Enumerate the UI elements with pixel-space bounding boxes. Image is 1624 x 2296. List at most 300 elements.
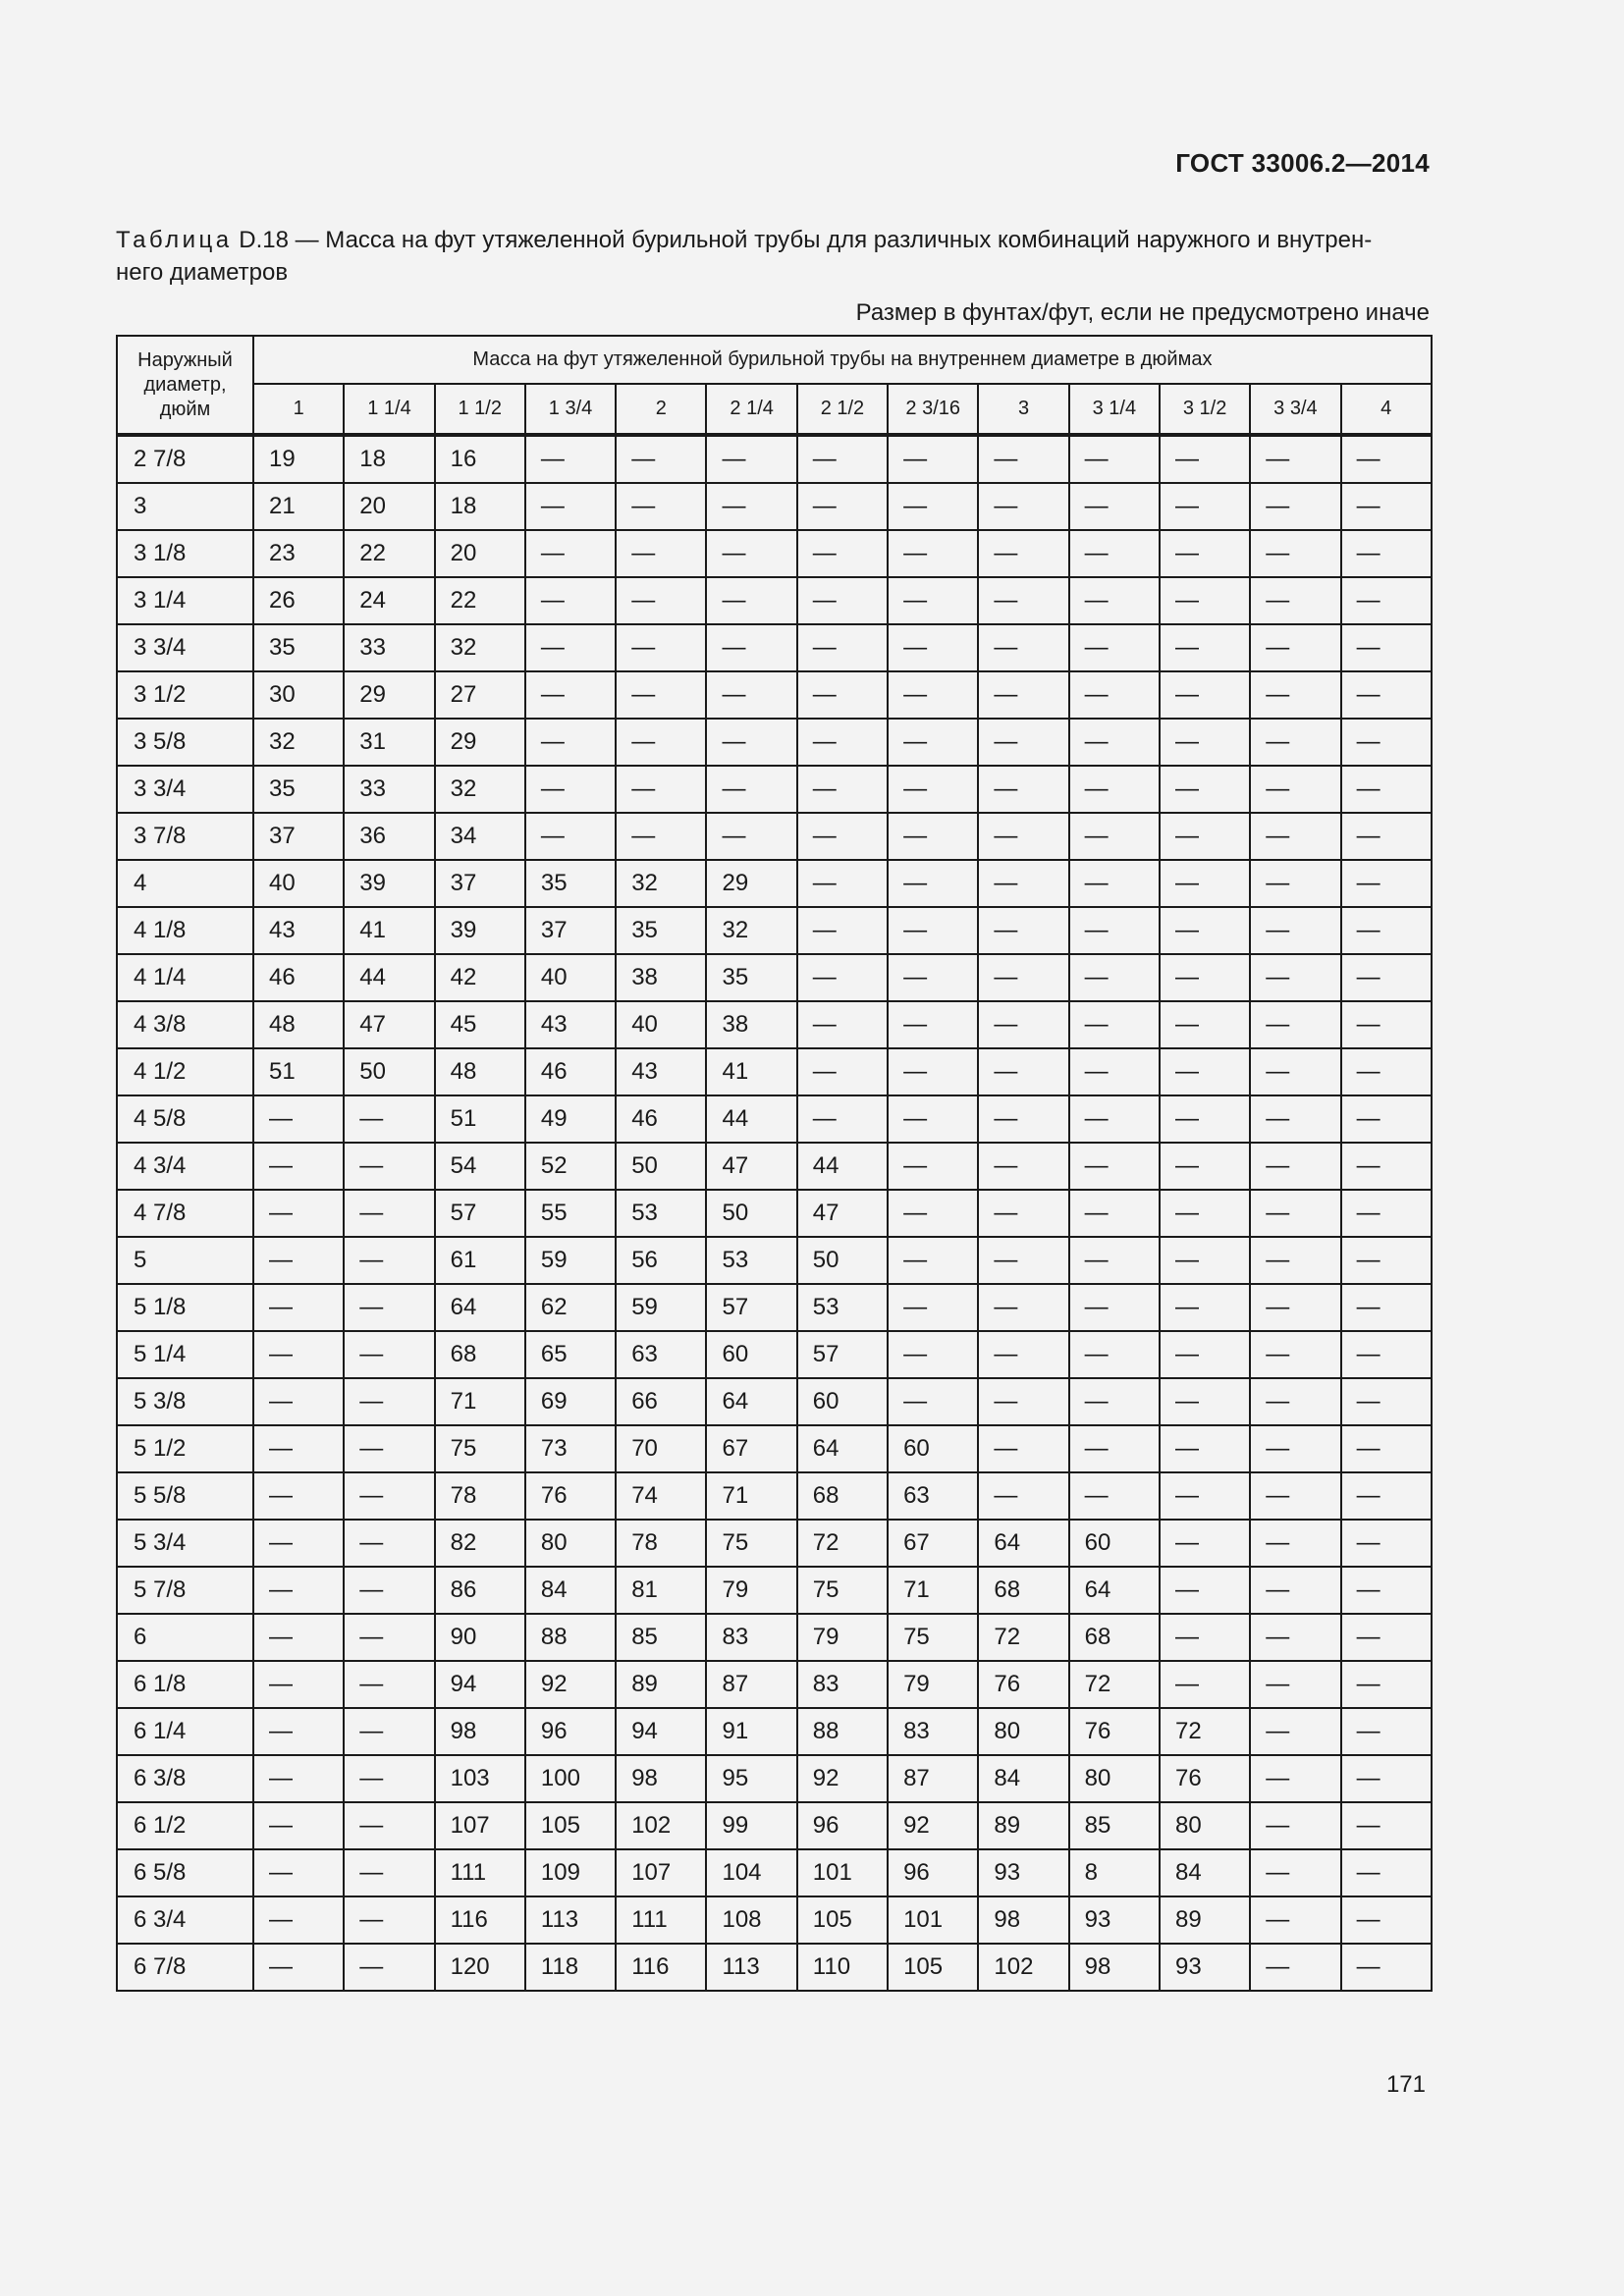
mass-cell: 20	[344, 483, 434, 530]
mass-cell: 113	[706, 1944, 796, 1991]
mass-cell: —	[1341, 1237, 1432, 1284]
id-group-header: Масса на фут утяжеленной бурильной трубы на внутреннем диаметре в дюймах	[253, 336, 1432, 384]
mass-cell: 50	[344, 1048, 434, 1095]
mass-cell: —	[978, 483, 1068, 530]
mass-cell: 33	[344, 624, 434, 671]
mass-cell: —	[1069, 624, 1160, 671]
mass-cell: 82	[435, 1520, 525, 1567]
id-column-header: 3 1/4	[1069, 384, 1160, 435]
mass-cell: —	[616, 624, 706, 671]
mass-cell: 72	[1069, 1661, 1160, 1708]
mass-cell: —	[1160, 719, 1250, 766]
mass-cell: —	[525, 435, 616, 483]
mass-cell: 35	[525, 860, 616, 907]
mass-cell: 42	[435, 954, 525, 1001]
mass-cell: —	[978, 1143, 1068, 1190]
od-cell: 6	[117, 1614, 253, 1661]
units-note: Размер в фунтах/фут, если не предусмотрено иначе	[855, 299, 1430, 326]
mass-cell: —	[797, 1048, 888, 1095]
mass-cell: —	[1069, 1237, 1160, 1284]
mass-cell: —	[1160, 1661, 1250, 1708]
mass-cell: —	[344, 1331, 434, 1378]
mass-cell: —	[344, 1567, 434, 1614]
table-row	[117, 1331, 1432, 1378]
mass-cell: —	[797, 813, 888, 860]
mass-cell: —	[797, 719, 888, 766]
mass-cell: 51	[435, 1095, 525, 1143]
mass-cell: —	[1069, 1190, 1160, 1237]
mass-cell: —	[978, 435, 1068, 483]
mass-cell: 18	[435, 483, 525, 530]
mass-cell: —	[1341, 1143, 1432, 1190]
mass-cell: 29	[344, 671, 434, 719]
mass-cell: —	[1160, 1237, 1250, 1284]
mass-cell: —	[978, 624, 1068, 671]
mass-cell: 120	[435, 1944, 525, 1991]
mass-cell: 43	[616, 1048, 706, 1095]
table-row	[117, 435, 1432, 483]
mass-cell: 50	[706, 1190, 796, 1237]
mass-cell: 40	[525, 954, 616, 1001]
mass-cell: 46	[253, 954, 344, 1001]
mass-cell: 103	[435, 1755, 525, 1802]
mass-cell: —	[253, 1944, 344, 1991]
mass-cell: 83	[797, 1661, 888, 1708]
mass-cell: 74	[616, 1472, 706, 1520]
mass-cell: —	[888, 954, 978, 1001]
od-cell: 3 1/8	[117, 530, 253, 577]
mass-cell: 100	[525, 1755, 616, 1802]
mass-cell: —	[1069, 483, 1160, 530]
mass-cell: 78	[435, 1472, 525, 1520]
mass-cell: —	[797, 671, 888, 719]
mass-cell: 71	[888, 1567, 978, 1614]
mass-cell: —	[1341, 1802, 1432, 1849]
mass-cell: —	[1341, 1661, 1432, 1708]
mass-cell: —	[1341, 435, 1432, 483]
mass-cell: 69	[525, 1378, 616, 1425]
mass-cell: —	[253, 1331, 344, 1378]
mass-cell: 68	[435, 1331, 525, 1378]
mass-cell: —	[888, 624, 978, 671]
mass-cell: 41	[706, 1048, 796, 1095]
mass-cell: —	[1069, 813, 1160, 860]
mass-cell: —	[525, 766, 616, 813]
od-cell: 4 1/4	[117, 954, 253, 1001]
mass-cell: 109	[525, 1849, 616, 1896]
mass-cell: —	[1160, 766, 1250, 813]
mass-cell: —	[1250, 1378, 1340, 1425]
mass-cell: 86	[435, 1567, 525, 1614]
mass-cell: 18	[344, 435, 434, 483]
mass-cell: —	[888, 435, 978, 483]
mass-cell: —	[1250, 1331, 1340, 1378]
mass-cell: 63	[616, 1331, 706, 1378]
od-cell: 4 7/8	[117, 1190, 253, 1237]
mass-cell: 83	[706, 1614, 796, 1661]
table-row	[117, 1614, 1432, 1661]
table-caption-text: D.18 — Масса на фут утяжеленной бурильной трубы для различных комбинаций наружного и внутрен- него диаметров	[116, 227, 1373, 286]
mass-cell: 80	[525, 1520, 616, 1567]
mass-cell: 37	[253, 813, 344, 860]
mass-cell: —	[253, 1190, 344, 1237]
mass-cell: 89	[1160, 1896, 1250, 1944]
mass-cell: —	[1341, 530, 1432, 577]
mass-cell: 32	[435, 624, 525, 671]
mass-cell: 36	[344, 813, 434, 860]
mass-cell: —	[1250, 1143, 1340, 1190]
mass-cell: —	[344, 1095, 434, 1143]
mass-cell: 53	[797, 1284, 888, 1331]
mass-cell: —	[797, 624, 888, 671]
table-row	[117, 1520, 1432, 1567]
od-cell: 4 3/4	[117, 1143, 253, 1190]
mass-cell: 80	[978, 1708, 1068, 1755]
mass-cell: 68	[1069, 1614, 1160, 1661]
standard-designation: ГОСТ 33006.2—2014	[1175, 148, 1430, 178]
od-cell: 5 3/8	[117, 1378, 253, 1425]
mass-cell: 89	[616, 1661, 706, 1708]
mass-cell: 64	[1069, 1567, 1160, 1614]
mass-cell: —	[1341, 1896, 1432, 1944]
mass-cell: 48	[253, 1001, 344, 1048]
mass-cell: 29	[435, 719, 525, 766]
mass-cell: 60	[797, 1378, 888, 1425]
mass-cell: —	[706, 530, 796, 577]
mass-cell: —	[978, 530, 1068, 577]
mass-cell: —	[1341, 1048, 1432, 1095]
mass-cell: 44	[706, 1095, 796, 1143]
mass-cell: —	[253, 1425, 344, 1472]
mass-cell: —	[525, 624, 616, 671]
od-cell: 4 3/8	[117, 1001, 253, 1048]
od-cell: 3 3/4	[117, 624, 253, 671]
mass-cell: 27	[435, 671, 525, 719]
mass-cell: —	[797, 435, 888, 483]
mass-cell: —	[525, 483, 616, 530]
mass-cell: —	[706, 577, 796, 624]
mass-cell: —	[1069, 1331, 1160, 1378]
mass-cell: —	[1250, 1048, 1340, 1095]
table-row	[117, 766, 1432, 813]
table-row	[117, 1190, 1432, 1237]
mass-cell: 89	[978, 1802, 1068, 1849]
mass-cell: —	[1341, 1331, 1432, 1378]
mass-cell: —	[1341, 1284, 1432, 1331]
mass-cell: 111	[616, 1896, 706, 1944]
od-cell: 5 1/4	[117, 1331, 253, 1378]
mass-cell: —	[525, 719, 616, 766]
mass-cell: 99	[706, 1802, 796, 1849]
mass-cell: —	[1250, 671, 1340, 719]
mass-cell: —	[888, 577, 978, 624]
mass-cell: 75	[797, 1567, 888, 1614]
mass-cell: —	[525, 577, 616, 624]
id-header-row	[117, 384, 1432, 435]
od-cell: 4 5/8	[117, 1095, 253, 1143]
table-caption-label: Таблица	[116, 227, 233, 253]
mass-cell: —	[1160, 671, 1250, 719]
mass-cell: —	[706, 671, 796, 719]
mass-cell: —	[1250, 1849, 1340, 1896]
mass-cell: 67	[706, 1425, 796, 1472]
mass-cell: —	[1341, 1614, 1432, 1661]
od-cell: 5 3/4	[117, 1520, 253, 1567]
od-cell: 3	[117, 483, 253, 530]
mass-cell: 107	[435, 1802, 525, 1849]
mass-cell: 84	[525, 1567, 616, 1614]
mass-cell: 87	[888, 1755, 978, 1802]
mass-cell: 98	[978, 1896, 1068, 1944]
mass-cell: 71	[706, 1472, 796, 1520]
mass-cell: 96	[888, 1849, 978, 1896]
mass-cell: —	[978, 766, 1068, 813]
mass-cell: —	[1069, 530, 1160, 577]
mass-cell: —	[1160, 1472, 1250, 1520]
od-cell: 3 3/4	[117, 766, 253, 813]
mass-cell: —	[888, 1190, 978, 1237]
mass-cell: —	[1250, 1190, 1340, 1237]
mass-cell: 76	[978, 1661, 1068, 1708]
mass-cell: —	[888, 1095, 978, 1143]
mass-cell: 98	[435, 1708, 525, 1755]
mass-cell: 41	[344, 907, 434, 954]
table-row	[117, 1896, 1432, 1944]
mass-cell: —	[1160, 1520, 1250, 1567]
mass-cell: —	[1250, 1095, 1340, 1143]
mass-cell: —	[253, 1802, 344, 1849]
mass-cell: —	[616, 483, 706, 530]
od-cell: 6 1/4	[117, 1708, 253, 1755]
mass-cell: 110	[797, 1944, 888, 1991]
od-cell: 3 7/8	[117, 813, 253, 860]
id-column-header: 2	[616, 384, 706, 435]
mass-cell: —	[1160, 1048, 1250, 1095]
mass-cell: —	[1069, 671, 1160, 719]
mass-cell: —	[888, 530, 978, 577]
mass-cell: —	[1160, 1143, 1250, 1190]
table-row	[117, 1944, 1432, 1991]
mass-cell: 94	[435, 1661, 525, 1708]
table-row	[117, 1095, 1432, 1143]
mass-cell: 31	[344, 719, 434, 766]
table-row	[117, 1849, 1432, 1896]
mass-cell: —	[1341, 1849, 1432, 1896]
mass-cell: 45	[435, 1001, 525, 1048]
mass-cell: —	[253, 1849, 344, 1896]
mass-cell: 64	[797, 1425, 888, 1472]
mass-cell: —	[1250, 1944, 1340, 1991]
mass-cell: —	[1341, 1095, 1432, 1143]
mass-cell: —	[253, 1755, 344, 1802]
mass-cell: 76	[1160, 1755, 1250, 1802]
table-row	[117, 1001, 1432, 1048]
mass-cell: 57	[435, 1190, 525, 1237]
od-cell: 4	[117, 860, 253, 907]
mass-cell: 57	[797, 1331, 888, 1378]
mass-cell: —	[253, 1661, 344, 1708]
mass-cell: 113	[525, 1896, 616, 1944]
mass-cell: 85	[1069, 1802, 1160, 1849]
mass-cell: —	[978, 813, 1068, 860]
mass-cell: —	[978, 1095, 1068, 1143]
id-column-header: 4	[1341, 384, 1432, 435]
table-row	[117, 1048, 1432, 1095]
mass-cell: —	[253, 1567, 344, 1614]
mass-cell: 75	[435, 1425, 525, 1472]
mass-cell: —	[616, 530, 706, 577]
mass-cell: —	[253, 1284, 344, 1331]
mass-cell: 39	[435, 907, 525, 954]
mass-cell: 79	[706, 1567, 796, 1614]
mass-cell: —	[1250, 766, 1340, 813]
mass-cell: —	[1341, 1190, 1432, 1237]
mass-cell: —	[1160, 1095, 1250, 1143]
mass-cell: —	[978, 577, 1068, 624]
mass-cell: —	[1250, 1001, 1340, 1048]
mass-cell: 63	[888, 1472, 978, 1520]
mass-cell: 81	[616, 1567, 706, 1614]
mass-cell: 105	[797, 1896, 888, 1944]
table-row	[117, 1567, 1432, 1614]
od-cell: 5	[117, 1237, 253, 1284]
mass-cell: —	[344, 1896, 434, 1944]
mass-cell: —	[1341, 1472, 1432, 1520]
mass-cell: 35	[253, 624, 344, 671]
mass-cell: —	[1160, 1001, 1250, 1048]
mass-cell: —	[344, 1237, 434, 1284]
mass-cell: 102	[978, 1944, 1068, 1991]
mass-cell: 105	[525, 1802, 616, 1849]
mass-cell: —	[1341, 766, 1432, 813]
mass-cell: 65	[525, 1331, 616, 1378]
mass-cell: —	[1069, 1095, 1160, 1143]
mass-cell: 80	[1160, 1802, 1250, 1849]
mass-cell: —	[1069, 1425, 1160, 1472]
mass-cell: 93	[978, 1849, 1068, 1896]
mass-cell: —	[1160, 1614, 1250, 1661]
mass-cell: —	[1250, 1661, 1340, 1708]
mass-cell: —	[1341, 1520, 1432, 1567]
mass-cell: —	[1069, 1048, 1160, 1095]
table-row	[117, 1237, 1432, 1284]
mass-cell: —	[253, 1472, 344, 1520]
mass-cell: —	[1250, 813, 1340, 860]
mass-cell: —	[978, 1048, 1068, 1095]
od-cell: 2 7/8	[117, 435, 253, 483]
mass-cell: 92	[888, 1802, 978, 1849]
mass-cell: —	[1160, 860, 1250, 907]
mass-cell: —	[888, 1284, 978, 1331]
mass-cell: —	[1069, 435, 1160, 483]
mass-cell: —	[888, 907, 978, 954]
mass-cell: —	[978, 954, 1068, 1001]
mass-cell: —	[978, 1001, 1068, 1048]
mass-cell: —	[344, 1944, 434, 1991]
mass-cell: —	[1160, 813, 1250, 860]
mass-cell: 51	[253, 1048, 344, 1095]
mass-cell: 16	[435, 435, 525, 483]
od-cell: 6 5/8	[117, 1849, 253, 1896]
mass-cell: —	[706, 766, 796, 813]
mass-cell: —	[1341, 719, 1432, 766]
mass-cell: 47	[344, 1001, 434, 1048]
mass-cell: —	[1341, 1567, 1432, 1614]
mass-cell: 108	[706, 1896, 796, 1944]
mass-cell: —	[706, 483, 796, 530]
mass-cell: —	[1341, 483, 1432, 530]
mass-cell: 26	[253, 577, 344, 624]
mass-cell: 35	[616, 907, 706, 954]
mass-cell: —	[1069, 1001, 1160, 1048]
table-row	[117, 860, 1432, 907]
mass-cell: 62	[525, 1284, 616, 1331]
mass-cell: —	[706, 719, 796, 766]
mass-cell: 60	[706, 1331, 796, 1378]
od-cell: 5 7/8	[117, 1567, 253, 1614]
mass-cell: —	[1160, 954, 1250, 1001]
mass-cell: 85	[616, 1614, 706, 1661]
mass-cell: 59	[525, 1237, 616, 1284]
mass-cell: —	[253, 1614, 344, 1661]
mass-cell: 24	[344, 577, 434, 624]
mass-cell: 35	[706, 954, 796, 1001]
mass-cell: —	[1341, 624, 1432, 671]
mass-cell: 95	[706, 1755, 796, 1802]
mass-cell: —	[1250, 1567, 1340, 1614]
mass-cell: 72	[797, 1520, 888, 1567]
mass-cell: —	[888, 1331, 978, 1378]
mass-cell: 22	[344, 530, 434, 577]
mass-cell: 105	[888, 1944, 978, 1991]
mass-cell: —	[978, 1378, 1068, 1425]
od-cell: 5 1/8	[117, 1284, 253, 1331]
mass-cell: 53	[706, 1237, 796, 1284]
mass-cell: 64	[978, 1520, 1068, 1567]
mass-cell: —	[616, 671, 706, 719]
mass-cell: —	[1069, 1378, 1160, 1425]
mass-cell: 55	[525, 1190, 616, 1237]
mass-cell: —	[1069, 577, 1160, 624]
mass-cell: —	[978, 1284, 1068, 1331]
mass-cell: 43	[525, 1001, 616, 1048]
mass-cell: 38	[706, 1001, 796, 1048]
mass-cell: 46	[525, 1048, 616, 1095]
mass-cell: 76	[1069, 1708, 1160, 1755]
id-column-header: 2 3/16	[888, 384, 978, 435]
mass-cell: —	[1341, 954, 1432, 1001]
od-cell: 5 1/2	[117, 1425, 253, 1472]
mass-cell: 37	[435, 860, 525, 907]
table-row	[117, 671, 1432, 719]
mass-cell: 21	[253, 483, 344, 530]
mass-cell: 66	[616, 1378, 706, 1425]
mass-cell: —	[616, 813, 706, 860]
table-row	[117, 577, 1432, 624]
mass-cell: 75	[888, 1614, 978, 1661]
mass-cell: 101	[797, 1849, 888, 1896]
mass-cell: —	[1250, 860, 1340, 907]
od-cell: 3 1/2	[117, 671, 253, 719]
od-cell: 6 3/4	[117, 1896, 253, 1944]
mass-cell: 84	[1160, 1849, 1250, 1896]
mass-cell: 75	[706, 1520, 796, 1567]
mass-cell: —	[797, 954, 888, 1001]
table-row	[117, 624, 1432, 671]
mass-cell: —	[1341, 1425, 1432, 1472]
mass-cell: —	[1069, 719, 1160, 766]
mass-cell: —	[888, 671, 978, 719]
